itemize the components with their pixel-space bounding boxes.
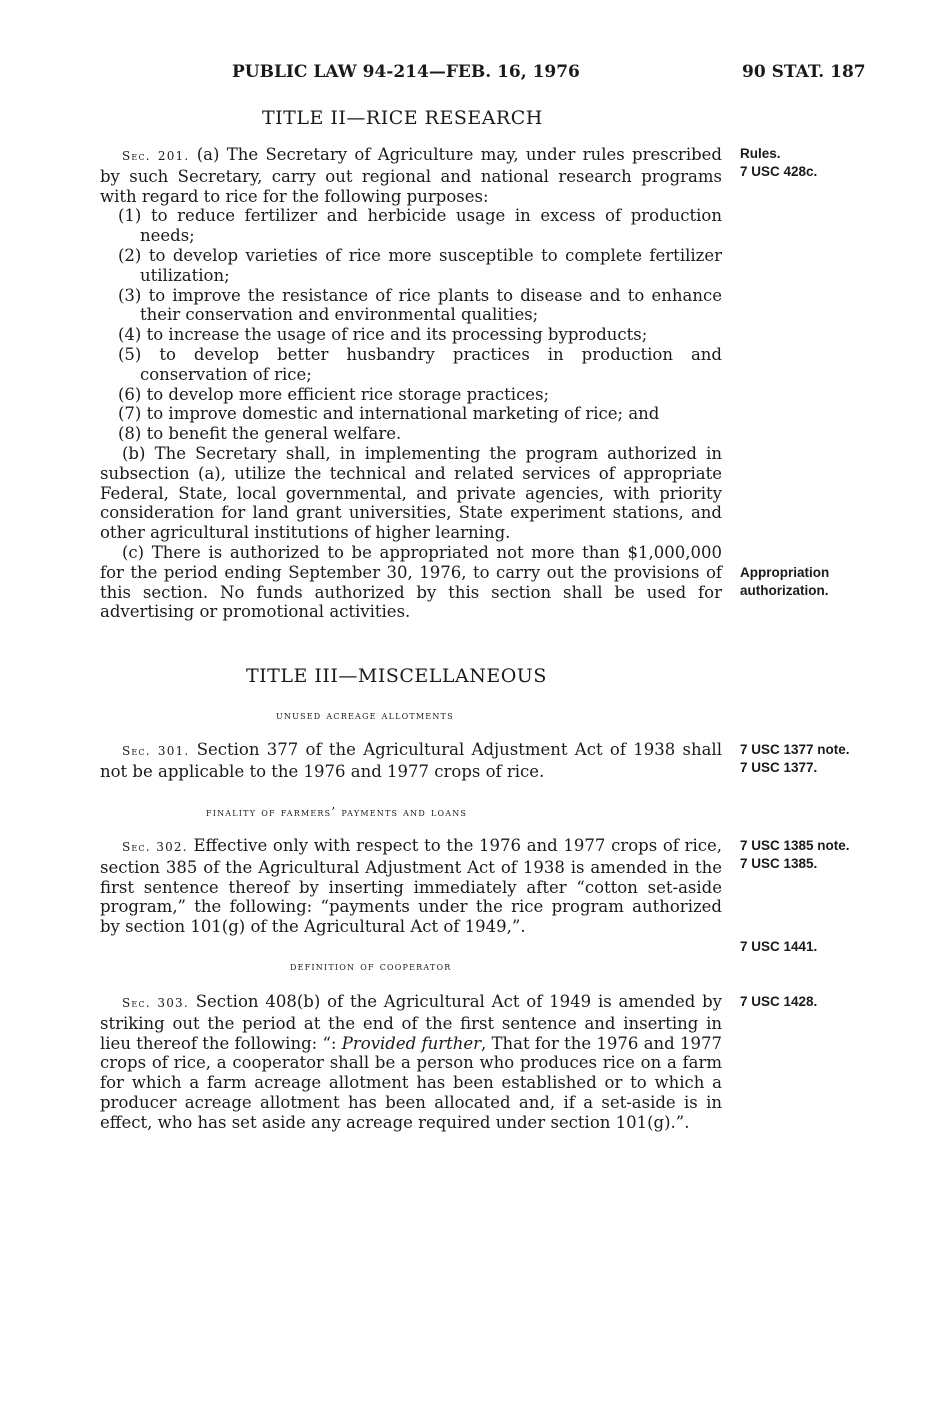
margin-note-302	[740, 837, 850, 873]
purpose-item-4: (4) to increase the usage of rice and its processing byproducts;	[118, 325, 648, 345]
sec-303-text-1: Section 408(b) of the Agricultural Act of 1949 is amended by striking out the period at the end of the first sentence and inserting in lieu thereof the following: “:	[100, 992, 722, 1053]
sec-302-paragraph	[100, 836, 722, 937]
running-title: PUBLIC LAW 94-214—FEB. 16, 1976	[232, 62, 580, 82]
margin-note-1377: 7 USC 1377.	[740, 760, 818, 775]
sec-201-a-text: (a) The Secretary of Agriculture may, under rules prescribed by such Secretary, carry out regional and national research programs with regard to rice for the following purposes:	[100, 145, 722, 206]
margin-note-appropriation-1: Appropriation	[740, 565, 830, 580]
margin-note-rules	[740, 145, 817, 181]
title-iii-heading: TITLE III—MISCELLANEOUS	[246, 665, 547, 687]
sec-201-b: (b) The Secretary shall, in implementing the program authorized in subsection (a), utilize the technical and related services of appropriate Federal, State, local governmental, and private agencies, with priority consideration for land grant universities, State experiment stations, and other agricultural institutions of higher learning.	[100, 443, 722, 543]
sec-302-text: Effective only with respect to the 1976 and 1977 crops of rice, section 385 of the Agricultural Adjustment Act of 1938 is amended in the first sentence thereof by inserting immediately after “cotton set-aside program,” the following: “payments under the rice program authorized by section 101(g) of the Agricultural Act of 1949,”.	[100, 836, 722, 937]
margin-note-1377-note: 7 USC 1377 note.	[740, 742, 850, 757]
sec-303-italic: Provided further	[341, 1033, 482, 1053]
purpose-item-6: (6) to develop more efficient rice storage practices;	[118, 384, 550, 404]
purpose-item-3: (3) to improve the resistance of rice plants to disease and to enhance their conservation and environmental qualities;	[118, 285, 722, 325]
sec-301-label: Sec. 301.	[122, 744, 190, 758]
margin-note-1441: 7 USC 1441.	[740, 939, 818, 954]
section-303	[100, 992, 722, 1133]
purpose-item-7: (7) to improve domestic and international marketing of rice; and	[118, 404, 660, 424]
margin-note-1428: 7 USC 1428.	[740, 994, 818, 1009]
section-302	[100, 836, 722, 937]
purpose-item-1: (1) to reduce fertilizer and herbicide usage in excess of production needs;	[118, 206, 722, 246]
sec-303-text-2: , That for the 1976 and 1977 crops of rice, a cooperator shall be a person who produces rice on a farm for which a farm acreage allotment has been established or to which a producer acreage allotment has been allocated and, if a set-aside is in effect, who has set aside any acreage required under section 101(g).”.	[100, 1033, 723, 1132]
section-201	[100, 145, 722, 622]
margin-note-appropriation-2: authorization.	[740, 583, 829, 598]
subheading-unused-acreage: unused acreage allotments	[276, 708, 454, 722]
margin-note-rules-label: Rules.	[740, 146, 781, 161]
title-ii-heading: TITLE II—RICE RESEARCH	[262, 107, 543, 129]
sec-301-paragraph	[100, 740, 722, 782]
subheading-finality: finality of farmers’ payments and loans	[206, 805, 468, 819]
sec-303-label: Sec. 303.	[122, 996, 189, 1010]
purpose-item-5: (5) to develop better husbandry practices in production and conservation of rice;	[118, 344, 722, 384]
margin-note-appropriation	[740, 564, 829, 600]
sec-201-a	[100, 145, 722, 206]
margin-note-301	[740, 741, 850, 777]
margin-note-usc-428c: 7 USC 428c.	[740, 164, 818, 179]
sec-201-c: (c) There is authorized to be appropriated not more than $1,000,000 for the period ending September 30, 1976, to carry out the provisions of this section. No funds authorized by this section shall be used for advertising or promotional activities.	[100, 542, 722, 622]
section-301	[100, 740, 722, 782]
sec-302-label: Sec. 302.	[122, 840, 188, 854]
sec-201-label: Sec. 201.	[122, 149, 190, 163]
purpose-item-2: (2) to develop varieties of rice more susceptible to complete fertilizer utilization;	[118, 245, 722, 285]
subheading-cooperator: definition of cooperator	[290, 959, 452, 973]
sec-303-paragraph	[100, 992, 722, 1133]
sec-301-text: Section 377 of the Agricultural Adjustment Act of 1938 shall not be applicable to the 1976 and 1977 crops of rice.	[100, 740, 722, 781]
margin-note-1385-note: 7 USC 1385 note.	[740, 838, 850, 853]
stat-reference: 90 STAT. 187	[742, 62, 866, 82]
margin-note-1385: 7 USC 1385.	[740, 856, 818, 871]
purpose-item-8: (8) to benefit the general welfare.	[118, 424, 402, 444]
